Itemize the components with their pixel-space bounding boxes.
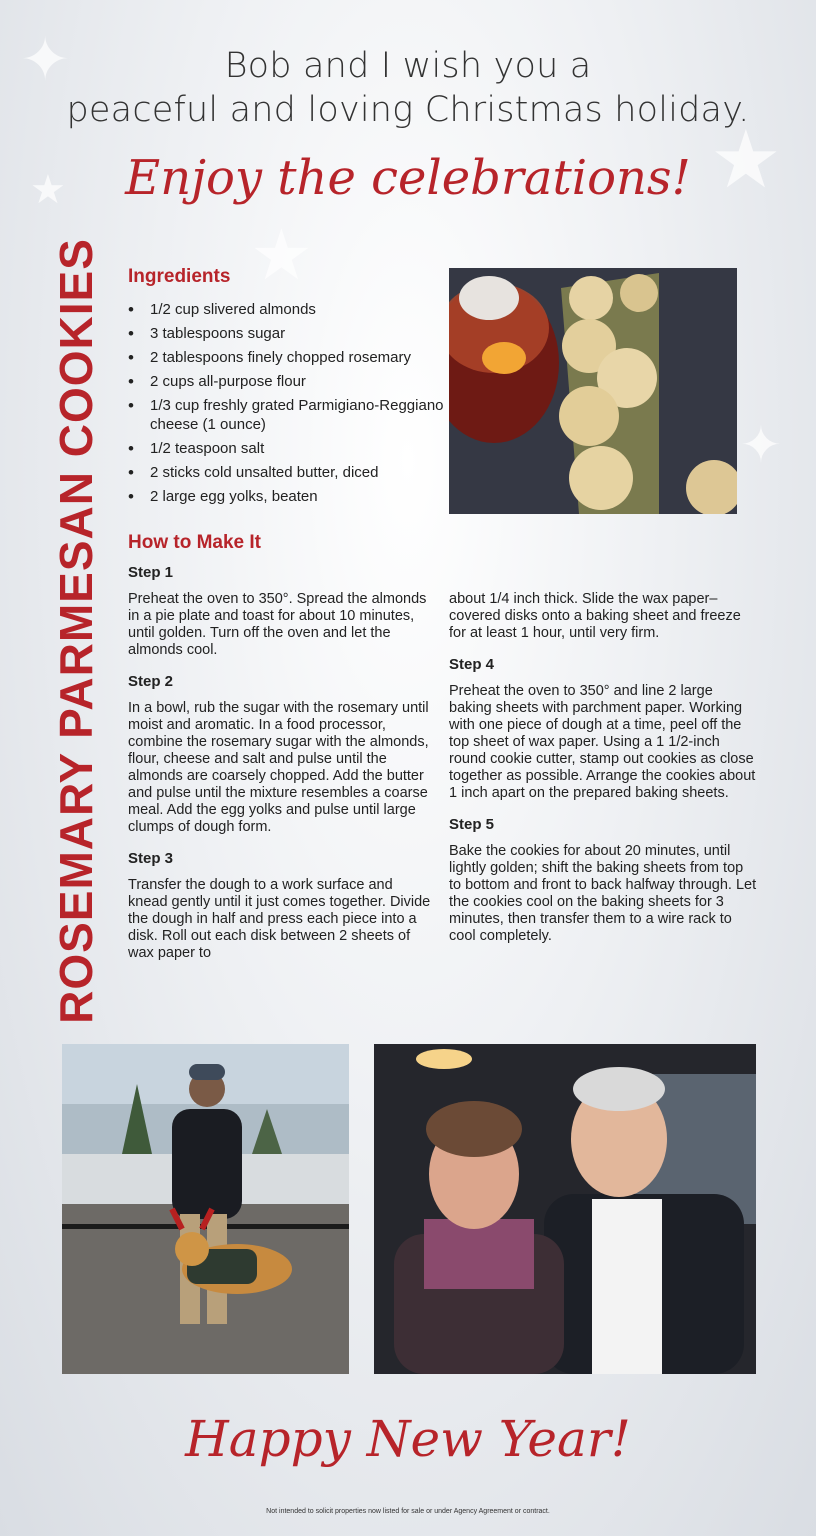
enjoy-script-heading: Enjoy the celebrations! xyxy=(125,150,691,206)
star-decoration: ★ xyxy=(250,216,313,294)
star-decoration: ★ xyxy=(30,168,66,212)
step-text: Transfer the dough to a work surface and knead gently until it just comes together. Divide the dough in half and press each piece into a disk. Roll out each disk between 2 sheets of wax paper to xyxy=(128,877,431,961)
couple-photo xyxy=(374,1044,756,1374)
step-text: Preheat the oven to 350°. Spread the almonds in a pie plate and toast for about 10 minutes, until golden. Turn off the oven and let the almonds cool. xyxy=(128,591,427,658)
cookies-photo xyxy=(449,268,737,514)
star-decoration: ✦ xyxy=(740,417,782,473)
step-title: Step 1 xyxy=(128,564,174,581)
ingredients-heading: Ingredients xyxy=(128,266,231,287)
star-decoration: ✦ xyxy=(20,26,71,93)
step-title: Step 3 xyxy=(128,850,174,867)
step-text: In a bowl, rub the sugar with the rosemary until moist and aromatic. In a food processor, combine the rosemary sugar with the almonds, flour, cheese and salt and pulse until the almonds are coarsely chopped. Add the butter and pulse until the mixture resembles a coarse meal. Add the egg yolks and pulse until large clumps of dough form. xyxy=(128,700,429,835)
recipe-title-container xyxy=(48,238,104,1024)
recipe-title: ROSEMARY PARMESAN COOKIES xyxy=(50,238,102,1024)
step-text: Bake the cookies for about 20 minutes, until lightly golden; shift the baking sheets from top to bottom and front to back halfway through. Let the cookies cool on the baking sheets for 3 minutes, then transfer them to a wire rack to cool completely. xyxy=(449,843,757,944)
ingredients-list xyxy=(128,300,448,511)
list-item: • 1/3 cup freshly grated Parmigiano-Reggiano cheese (1 ounce) xyxy=(128,396,448,434)
greeting-line-1: Bob and I wish you a xyxy=(224,46,592,86)
steps-right-column xyxy=(449,591,759,959)
list-item: • 1/2 teaspoon salt xyxy=(128,439,448,458)
step-title: Step 5 xyxy=(449,816,495,833)
list-item: • 2 large egg yolks, beaten xyxy=(128,487,448,506)
step-title: Step 4 xyxy=(449,656,495,673)
step-title: Step 2 xyxy=(128,673,174,690)
list-item: • 2 tablespoons finely chopped rosemary xyxy=(128,348,448,367)
list-item: • 3 tablespoons sugar xyxy=(128,324,448,343)
steps-left-column xyxy=(128,564,432,976)
star-decoration: ★ xyxy=(710,115,782,204)
list-item: • 2 sticks cold unsalted butter, diced xyxy=(128,463,448,482)
list-item: • 1/2 cup slivered almonds xyxy=(128,300,448,319)
greeting-line-2: peaceful and loving Christmas holiday. xyxy=(66,90,750,130)
step-text: Preheat the oven to 350° and line 2 large baking sheets with parchment paper. Working with one piece of dough at a time, peel off the top sheet of wax paper. Using a 1 1/2-inch round cookie cutter, stamp out cookies as close together as possible. Arrange the cookies about 1 inch apart on the prepared baking sheets. xyxy=(449,683,756,801)
step-text-continued: about 1/4 inch thick. Slide the wax paper–covered disks onto a baking sheet and freeze for at least 1 hour, until very firm. xyxy=(449,591,741,641)
new-year-script-heading: Happy New Year! xyxy=(185,1410,631,1468)
greeting xyxy=(0,44,816,132)
list-item: • 2 cups all-purpose flour xyxy=(128,372,448,391)
dog-walk-photo xyxy=(62,1044,349,1374)
disclaimer: Not intended to solicit properties now listed for sale or under Agency Agreement or contract. xyxy=(266,1508,550,1515)
how-to-heading: How to Make It xyxy=(128,532,262,553)
